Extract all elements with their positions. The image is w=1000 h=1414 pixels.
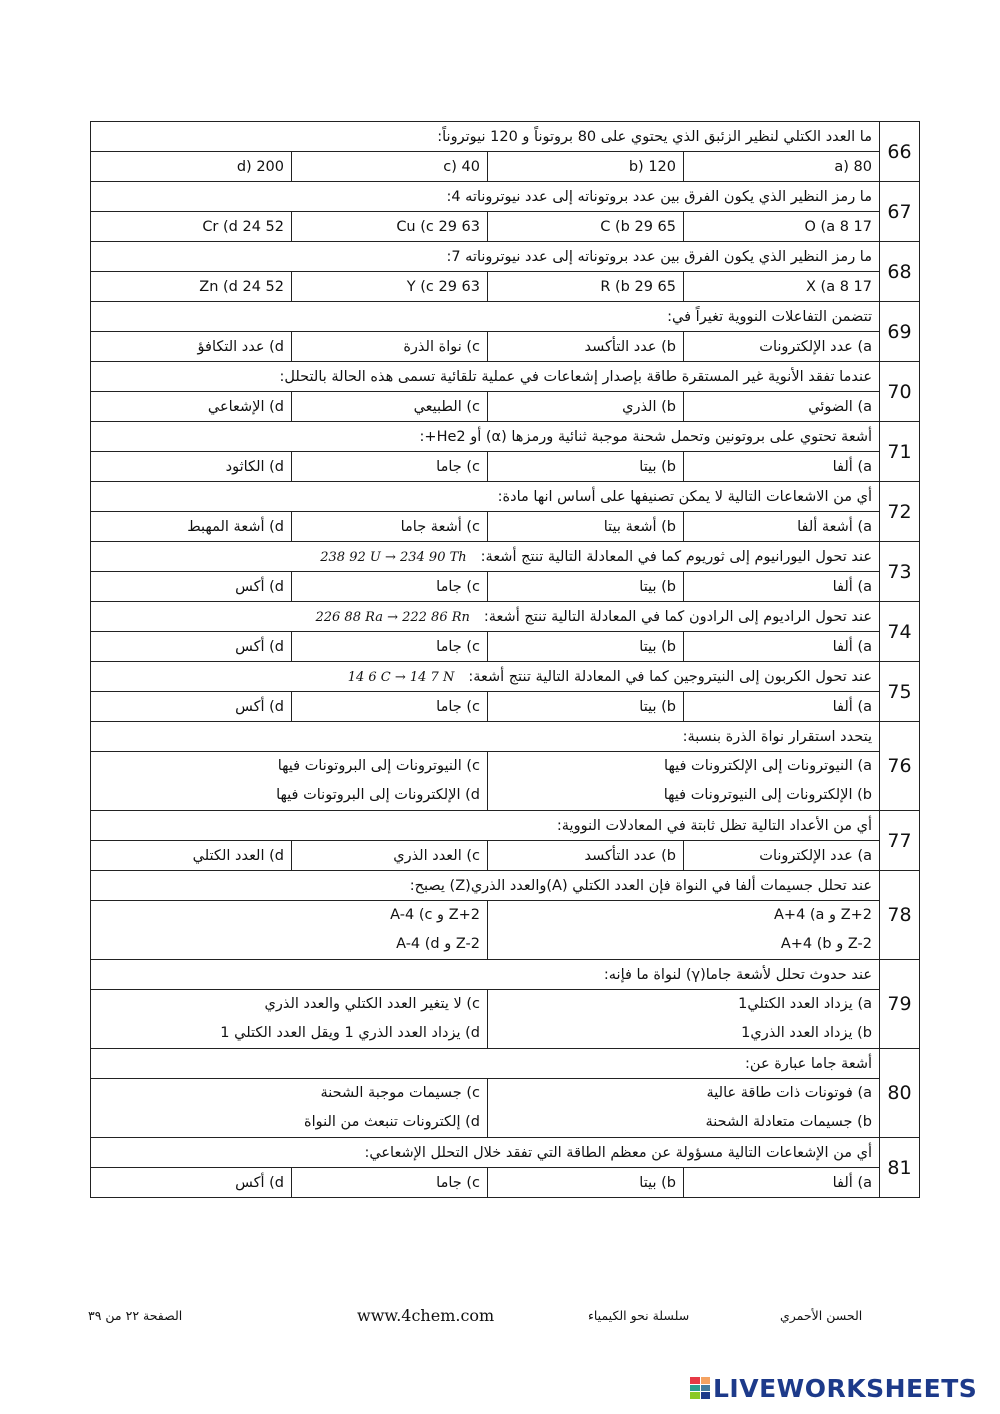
- answer-option[interactable]: 200 (d: [91, 152, 292, 182]
- question-text: عند تحلل جسيمات ألفا في النواة فإن العدد الكتلي (A)والعدد الذري(Z) يصبح:: [91, 871, 880, 901]
- question-number: 78: [880, 871, 920, 960]
- question-number: 68: [880, 242, 920, 302]
- question-row: [91, 811, 920, 841]
- question-row: [91, 662, 920, 692]
- answer-option[interactable]: a) ألفا: [684, 452, 880, 482]
- options-row: [91, 990, 920, 1049]
- answer-option[interactable]: Z-2 و A-4 (d: [396, 936, 480, 952]
- question-text: أشعة تحتوي على بروتونين وتحمل شحنة موجبة ثنائية ورمزها (α) أو He2+:: [91, 422, 880, 452]
- answer-option[interactable]: a) ألفا: [684, 692, 880, 722]
- options-row: [91, 332, 920, 362]
- answer-option[interactable]: c) جاما: [292, 1168, 488, 1198]
- answer-option[interactable]: 52 24 Cr (d: [91, 212, 292, 242]
- answer-option[interactable]: d) أكس: [91, 1168, 292, 1198]
- options-row: [91, 841, 920, 871]
- liveworksheets-brand[interactable]: [690, 1374, 977, 1402]
- question-number: 66: [880, 122, 920, 182]
- answer-option[interactable]: d) عدد التكافؤ: [91, 332, 292, 362]
- answer-option[interactable]: c) جاما: [292, 452, 488, 482]
- options-row: [91, 692, 920, 722]
- answer-option[interactable]: c) النيوترونات إلى البروتونات فيها: [277, 758, 480, 774]
- options-row: [91, 632, 920, 662]
- answer-option[interactable]: Z-2 و A+4 (b: [780, 936, 872, 952]
- question-text: [91, 662, 880, 692]
- answer-options-ab: [488, 990, 880, 1049]
- answer-option[interactable]: c) جاما: [292, 692, 488, 722]
- question-prompt: عند تحول اليورانيوم إلى ثوريوم كما في المعادلة التالية تنتج أشعة:: [480, 548, 872, 565]
- nuclear-equation: 14 6 C → 14 7 N: [347, 669, 455, 685]
- question-text: ما رمز النظير الذي يكون الفرق بين عدد بروتوناته إلى عدد نيوتروناته 7:: [91, 242, 880, 272]
- question-text: أي من الأعداد التالية تظل ثابتة في المعادلات النووية:: [91, 811, 880, 841]
- answer-option[interactable]: 80 (a: [684, 152, 880, 182]
- liveworksheets-logo-icon: [690, 1377, 710, 1399]
- answer-option[interactable]: a) عدد الإلكترونات: [684, 841, 880, 871]
- question-row: [91, 482, 920, 512]
- question-number: 76: [880, 722, 920, 811]
- answer-option[interactable]: d) أكس: [91, 632, 292, 662]
- question-row: [91, 242, 920, 272]
- question-row: [91, 122, 920, 152]
- answer-option[interactable]: b) بيتا: [488, 632, 684, 662]
- answer-options-cd: [91, 901, 488, 960]
- footer-page-number: الصفحة ٢٢ من ٣٩: [88, 1308, 183, 1323]
- answer-option[interactable]: d) أكس: [91, 692, 292, 722]
- options-row: [91, 1168, 920, 1198]
- question-text: تتضمن التفاعلات النووية تغيراً في:: [91, 302, 880, 332]
- question-text: أي من الاشعاعات التالية لا يمكن تصنيفها على أساس انها مادة:: [91, 482, 880, 512]
- answer-option[interactable]: 65 29 C (b: [488, 212, 684, 242]
- question-number: 73: [880, 542, 920, 602]
- question-text: [91, 602, 880, 632]
- answer-options-cd: [91, 1079, 488, 1138]
- question-number: 67: [880, 182, 920, 242]
- footer-author: الحسن الأحمري: [780, 1308, 863, 1323]
- answer-options-ab: [488, 752, 880, 811]
- nuclear-equation: 226 88 Ra → 222 86 Rn: [315, 609, 470, 625]
- options-row: [91, 901, 920, 960]
- answer-option[interactable]: b) بيتا: [488, 692, 684, 722]
- question-row: [91, 182, 920, 212]
- answer-option[interactable]: a) عدد الإلكترونات: [684, 332, 880, 362]
- question-text: أي من الإشعاعات التالية مسؤولة عن معظم الطاقة التي تفقد خلال التحلل الإشعاعي:: [91, 1138, 880, 1168]
- question-text: عند حدوث تحلل لأشعة جاما(γ) لنواة ما فإنه:: [91, 960, 880, 990]
- answer-option[interactable]: c) جسيمات موجبة الشحنة: [320, 1085, 480, 1101]
- answer-options-ab: [488, 1079, 880, 1138]
- question-row: [91, 871, 920, 901]
- question-number: 69: [880, 302, 920, 362]
- question-text: عندما تفقد الأنوية غير المستقرة طاقة بإصدار إشعاعات في عملية تلقائية تسمى هذه الحالة بالتحلل:: [91, 362, 880, 392]
- question-number: 80: [880, 1049, 920, 1138]
- options-row: [91, 272, 920, 302]
- answer-option[interactable]: 120 (b: [488, 152, 684, 182]
- question-prompt: عند تحول الكربون إلى النيتروجين كما في المعادلة التالية تنتج أشعة:: [468, 668, 872, 685]
- options-row: [91, 1079, 920, 1138]
- question-row: [91, 422, 920, 452]
- logo-square: [690, 1392, 700, 1399]
- question-text: [91, 542, 880, 572]
- options-row: [91, 392, 920, 422]
- answer-option[interactable]: c) لا يتغير العدد الكتلي والعدد الذري: [264, 996, 480, 1012]
- question-row: [91, 602, 920, 632]
- answer-option[interactable]: d) يزداد العدد الذري 1 ويقل العدد الكتلي 1: [220, 1025, 480, 1041]
- answer-option[interactable]: 40 (c: [292, 152, 488, 182]
- answer-option[interactable]: d) الكاثود: [91, 452, 292, 482]
- logo-square: [701, 1392, 711, 1399]
- answer-option[interactable]: Z+2 و A+4 (a: [774, 907, 872, 923]
- logo-square: [701, 1377, 711, 1384]
- answer-option[interactable]: c) أشعة جاما: [292, 512, 488, 542]
- answer-option[interactable]: a) النيوترونات إلى الإلكترونات فيها: [664, 758, 872, 774]
- options-row: [91, 752, 920, 811]
- answer-option[interactable]: a) ألفا: [684, 632, 880, 662]
- answer-option[interactable]: c) الطبيعي: [292, 392, 488, 422]
- answer-option[interactable]: a) ألفا: [684, 572, 880, 602]
- answer-option[interactable]: b) جسيمات متعادلة الشحنة: [705, 1114, 872, 1130]
- answer-option[interactable]: b) بيتا: [488, 452, 684, 482]
- question-row: [91, 960, 920, 990]
- answer-options-ab: [488, 901, 880, 960]
- question-text: أشعة جاما عبارة عن:: [91, 1049, 880, 1079]
- question-text: ما العدد الكتلي لنظير الزئبق الذي يحتوي على 80 بروتوناً و 120 نيوتروناً:: [91, 122, 880, 152]
- answer-option[interactable]: Z+2 و A-4 (c: [390, 907, 480, 923]
- answer-option[interactable]: 17 8 O (a: [684, 212, 880, 242]
- footer-website[interactable]: www.4chem.com: [357, 1306, 495, 1325]
- answer-option[interactable]: b) أشعة بيتا: [488, 512, 684, 542]
- answer-option[interactable]: b) عدد التأكسد: [488, 332, 684, 362]
- question-row: [91, 1138, 920, 1168]
- answer-option[interactable]: b) عدد التأكسد: [488, 841, 684, 871]
- options-row: [91, 572, 920, 602]
- question-text: ما رمز النظير الذي يكون الفرق بين عدد بروتوناته إلى عدد نيوتروناته 4:: [91, 182, 880, 212]
- question-number: 74: [880, 602, 920, 662]
- nuclear-equation: 238 92 U → 234 90 Th: [320, 549, 467, 565]
- answer-options-cd: [91, 990, 488, 1049]
- answer-options-cd: [91, 752, 488, 811]
- answer-option[interactable]: a) فوتونات ذات طاقة عالية: [706, 1085, 872, 1101]
- answer-option[interactable]: d) إلكترونات تنبعث من النواة: [303, 1114, 480, 1130]
- options-row: [91, 152, 920, 182]
- answer-option[interactable]: 63 29 Cu (c: [292, 212, 488, 242]
- answer-option[interactable]: c) نواة الذرة: [292, 332, 488, 362]
- question-prompt: عند تحول الراديوم إلى الرادون كما في المعادلة التالية تنتج أشعة:: [483, 608, 872, 625]
- answer-option[interactable]: b) يزداد العدد الذري1: [741, 1025, 872, 1041]
- answer-option[interactable]: b) الذري: [488, 392, 684, 422]
- question-row: [91, 362, 920, 392]
- question-text: يتحدد استقرار نواة الذرة بنسبة:: [91, 722, 880, 752]
- question-row: [91, 1049, 920, 1079]
- question-number: 70: [880, 362, 920, 422]
- question-number: 71: [880, 422, 920, 482]
- question-number: 75: [880, 662, 920, 722]
- answer-option[interactable]: c) جاما: [292, 632, 488, 662]
- question-row: [91, 542, 920, 572]
- question-row: [91, 302, 920, 332]
- options-row: [91, 212, 920, 242]
- answer-option[interactable]: d) العدد الكتلي: [91, 841, 292, 871]
- question-row: [91, 722, 920, 752]
- answer-option[interactable]: 17 8 X (a: [684, 272, 880, 302]
- answer-option[interactable]: 65 29 R (b: [488, 272, 684, 302]
- options-row: [91, 452, 920, 482]
- logo-square: [690, 1377, 700, 1384]
- answer-option[interactable]: a) أشعة ألفا: [684, 512, 880, 542]
- answer-option[interactable]: a) الضوئي: [684, 392, 880, 422]
- answer-option[interactable]: 63 29 Y (c: [292, 272, 488, 302]
- brand-name: LIVEWORKSHEETS: [713, 1373, 978, 1403]
- options-row: [91, 512, 920, 542]
- question-number: 81: [880, 1138, 920, 1198]
- answer-option[interactable]: b) بيتا: [488, 1168, 684, 1198]
- footer-series: سلسلة نحو الكيمياء: [588, 1308, 690, 1323]
- answer-option[interactable]: d) أشعة المهبط: [91, 512, 292, 542]
- answer-option[interactable]: b) بيتا: [488, 572, 684, 602]
- logo-square: [701, 1385, 711, 1392]
- logo-square: [690, 1385, 700, 1392]
- questions-table: [90, 121, 920, 1198]
- answer-option[interactable]: d) الإشعاعي: [91, 392, 292, 422]
- answer-option[interactable]: d) الإلكترونات إلى البروتونات فيها: [276, 787, 480, 803]
- question-number: 77: [880, 811, 920, 871]
- answer-option[interactable]: a) ألفا: [684, 1168, 880, 1198]
- answer-option[interactable]: c) العدد الذري: [292, 841, 488, 871]
- answer-option[interactable]: a) يزداد العدد الكتلي1: [738, 996, 872, 1012]
- answer-option[interactable]: c) جاما: [292, 572, 488, 602]
- answer-option[interactable]: b) الإلكترونات إلى النيوترونات فيها: [663, 787, 872, 803]
- question-number: 79: [880, 960, 920, 1049]
- answer-option[interactable]: d) أكس: [91, 572, 292, 602]
- question-number: 72: [880, 482, 920, 542]
- answer-option[interactable]: 52 24 Zn (d: [91, 272, 292, 302]
